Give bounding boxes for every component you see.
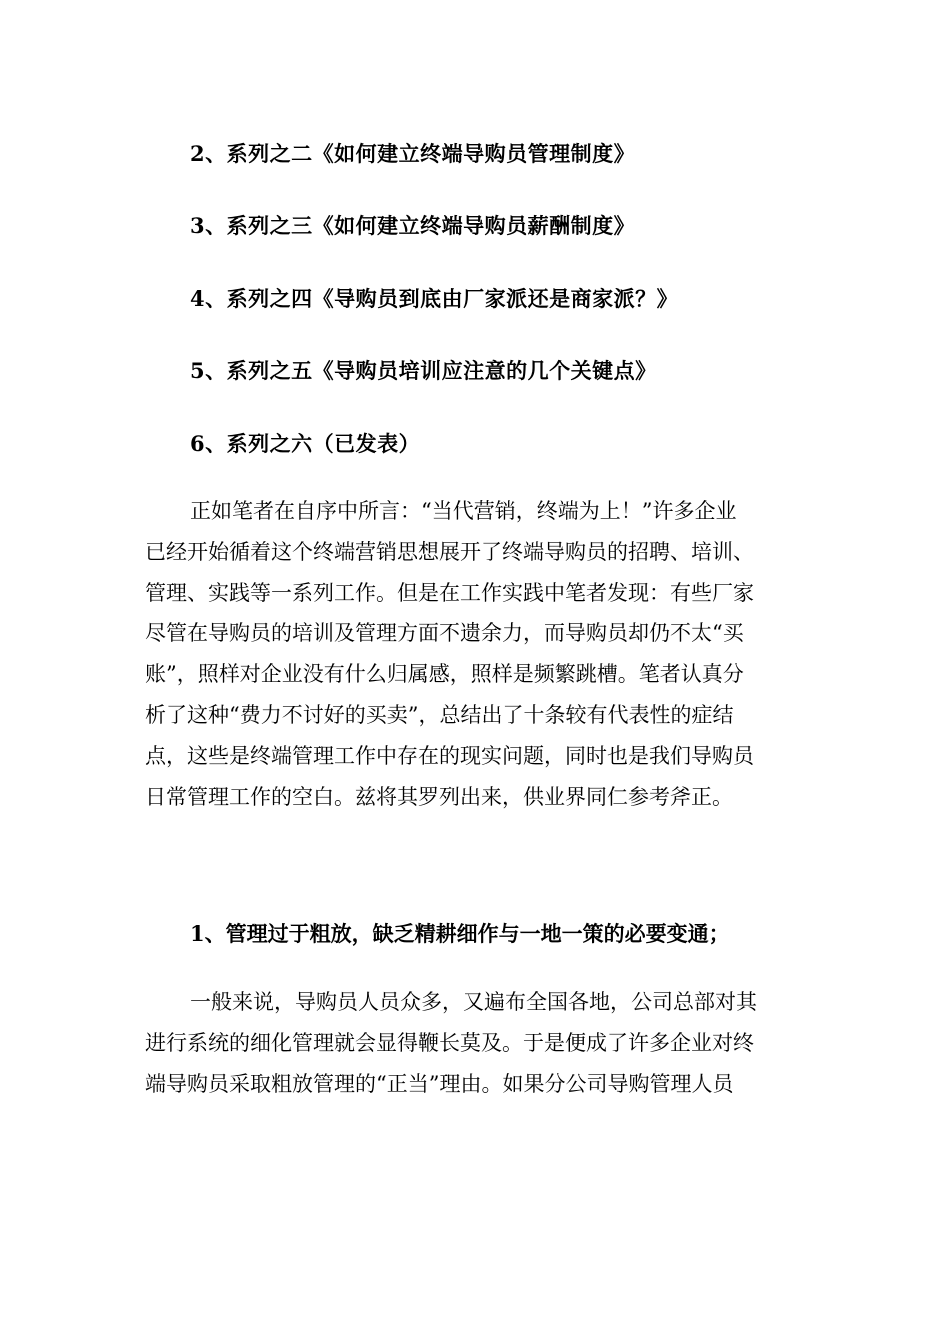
paragraph-line: 尽管在导购员的培训及管理方面不遗余力，而导购员却仍不太“买: [145, 621, 744, 646]
series-item-6: 6、系列之六（已发表）: [190, 431, 421, 456]
series-item-5: 5、系列之五《导购员培训应注意的几个关键点》: [190, 358, 657, 383]
paragraph-line: 账”，照样对企业没有什么归属感，照样是频繁跳槽。笔者认真分: [145, 662, 744, 687]
section1-paragraph: [145, 982, 795, 1104]
section-heading-1: 1、管理过于粗放，缺乏精耕细作与一地一策的必要变通；: [190, 921, 730, 946]
paragraph-line: 析了这种“费力不讨好的买卖”，总结出了十条较有代表性的症结: [145, 702, 734, 727]
series-item-4: 4、系列之四《导购员到底由厂家派还是商家派？》: [190, 286, 679, 311]
series-item-3: 3、系列之三《如何建立终端导购员薪酬制度》: [190, 213, 636, 238]
paragraph-line: 一般来说，导购员人员众多，又遍布全国各地，公司总部对其: [190, 990, 757, 1014]
paragraph-line: 已经开始循着这个终端营销思想展开了终端导购员的招聘、培训、: [145, 539, 754, 564]
paragraph-line: 点，这些是终端管理工作中存在的现实问题，同时也是我们导购员: [145, 743, 754, 768]
paragraph-line: 日常管理工作的空白。兹将其罗列出来，供业界同仁参考斧正。: [145, 784, 733, 809]
paragraph-line: 端导购员采取粗放管理的“正当”理由。如果分公司导购管理人员: [145, 1071, 734, 1096]
intro-paragraph: [145, 491, 795, 817]
paragraph-line: 进行系统的细化管理就会显得鞭长莫及。于是便成了许多企业对终: [145, 1030, 754, 1055]
series-item-2: 2、系列之二《如何建立终端导购员管理制度》: [190, 141, 636, 166]
paragraph-line: 管理、实践等一系列工作。但是在工作实践中笔者发现：有些厂家: [145, 580, 754, 605]
paragraph-line: 正如笔者在自序中所言：“当代营销，终端为上！”许多企业: [190, 499, 737, 523]
